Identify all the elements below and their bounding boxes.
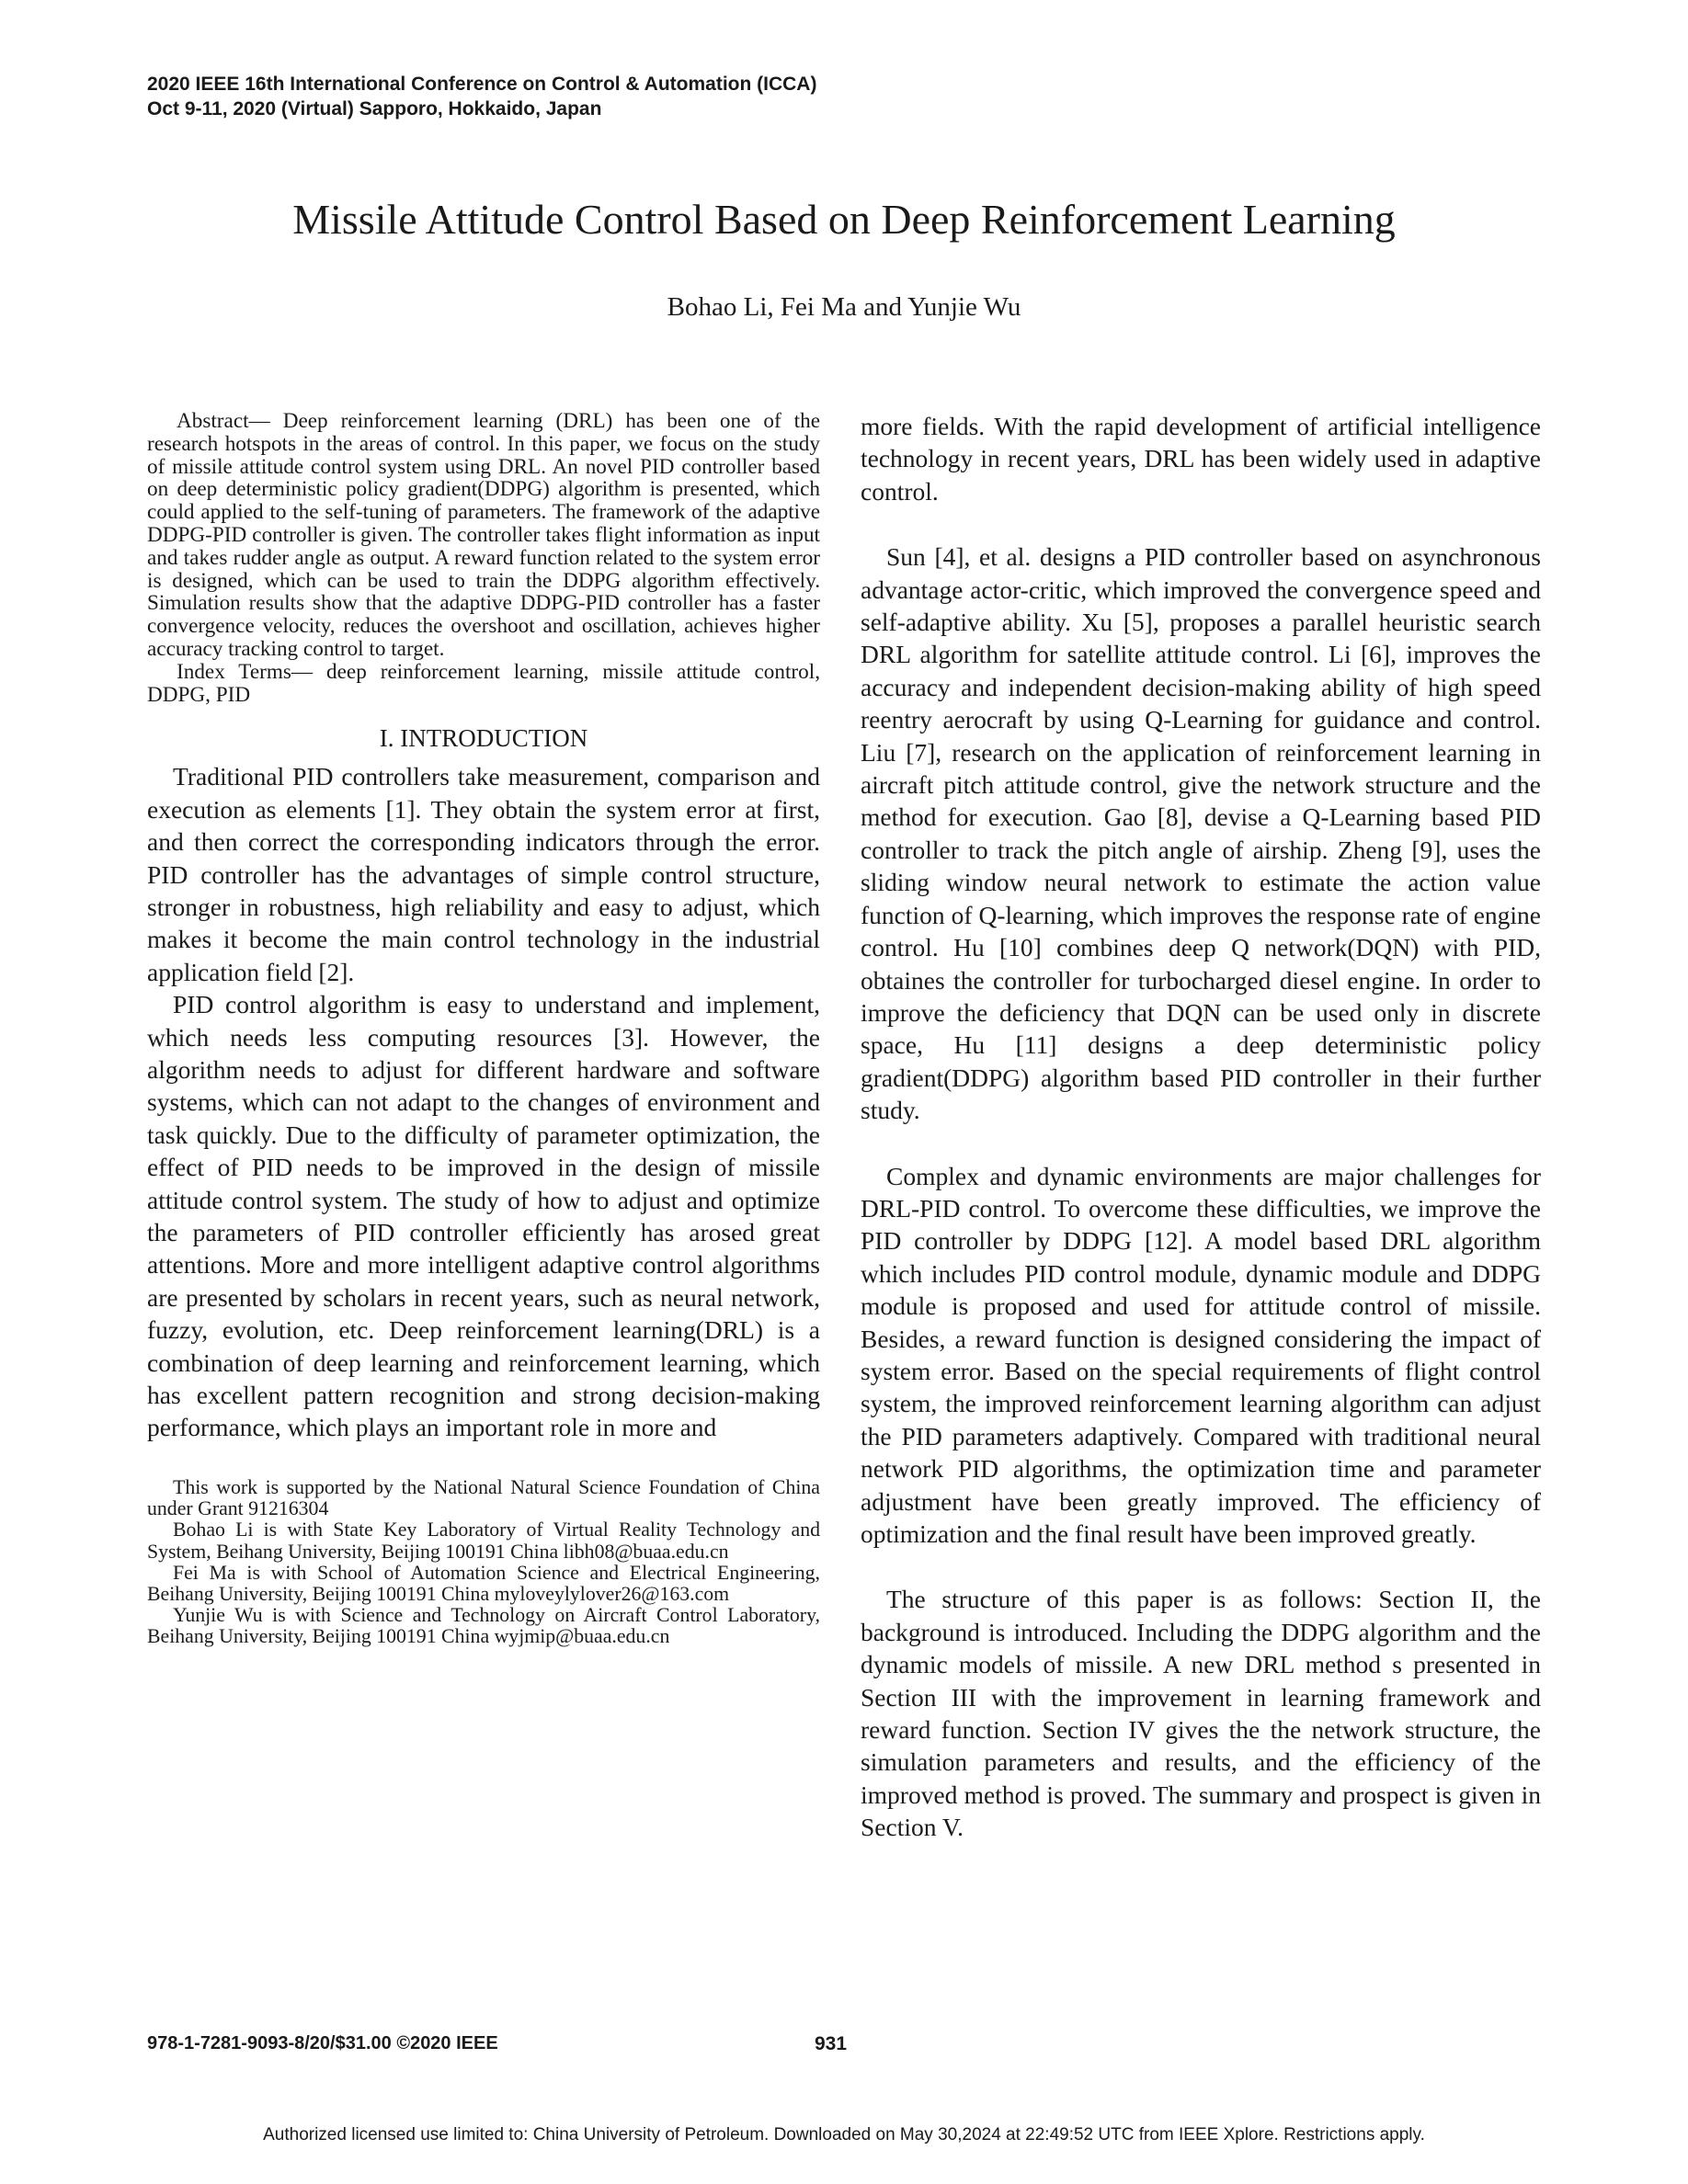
page-number: 931	[815, 2033, 848, 2054]
intro-paragraph-4: Complex and dynamic environments are major challenges for DRL-PID control. To overcome these difficulties, we improve the PID controller by DDPG [12]. A model based DRL algorithm which includes PID control module, dynamic module and DDPG module is proposed and used for attitude control of missile. Besides, a reward function is designed considering the impact of system error. Based on the special requirements of flight control system, the improved reinforcement learning algorithm can adjust the PID parameters adaptively. Compared with traditional neural network PID algorithms, the optimization time and parameter adjustment have been greatly improved. The efficiency of optimization and the final result have been improved greatly.	[861, 1161, 1541, 1548]
paper-title: Missile Attitude Control Based on Deep Reinforcement Learning	[292, 196, 1396, 243]
right-column	[861, 410, 1541, 1844]
index-terms: Index Terms— deep reinforcement learning, missile attitude control, DDPG, PID	[147, 659, 820, 707]
license-notice: Authorized licensed use limited to: China University of Petroleum. Downloaded on May 30,2024 at 22:49:52 UTC from IEEE Xplore. Restrictions apply.	[263, 2125, 1425, 2144]
conference-name: 2020 IEEE 16th International Conference on Control & Automation (ICCA)	[147, 74, 817, 95]
section-heading-introduction: I. INTRODUCTION	[379, 724, 588, 753]
footnote-funding: This work is supported by the National Natural Science Foundation of China under Grant 91216304	[147, 1475, 820, 1520]
intro-paragraph-2-continued: more fields. With the rapid development of artificial intelligence technology in recent years, DRL has been widely used in adaptive control.	[861, 412, 1541, 506]
intro-paragraph-3: Sun [4], et al. designs a PID controller based on asynchronous advantage actor-critic, which improved the convergence speed and self-adaptive ability. Xu [5], proposes a parallel heuristic search DRL algorithm for satellite attitude control. Li [6], improves the accuracy and independent decision-making ability of high speed reentry aerocraft by using Q-Learning for guidance and control. Liu [7], research on the application of reinforcement learning in aircraft pitch attitude control, give the network structure and the method for execution. Gao [8], devise a Q-Learning based PID controller to track the pitch angle of airship. Zheng [9], uses the sliding window neural network to estimate the action value function of Q-learning, which improves the response rate of engine control. Hu [10] combines deep Q network(DQN) with PID, obtaines the controller for turbocharged diesel engine. In order to improve the deficiency that DQN can be used only in discrete space, Hu [11] designs a deep deterministic policy gradient(DDPG) algorithm based PID controller in their further study.	[861, 542, 1541, 1125]
abstract: Abstract— Deep reinforcement learning (DRL) has been one of the research hotspots in the areas of control. In this paper, we focus on the study of missile attitude control system using DRL. An novel PID controller based on deep deterministic policy gradient(DDPG) algorithm is presented, which could applied to the self-tuning of parameters. The framework of the adaptive DDPG-PID controller is given. The controller takes flight information as input and takes rudder angle as output. A reward function related to the system error is designed, which can be used to train the DDPG algorithm effectively. Simulation results show that the adaptive DDPG-PID controller has a faster convergence velocity, reduces the overshoot and oscillation, achieves higher accuracy tracking control to target.	[147, 409, 820, 661]
conference-header	[147, 72, 816, 121]
footnote-author-1: Bohao Li is with State Key Laboratory of Virtual Reality Technology and System, Beihang University, Beijing 100191 China libh08@buaa.edu.cn	[147, 1519, 820, 1563]
paper-authors: Bohao Li, Fei Ma and Yunjie Wu	[667, 292, 1021, 322]
conference-date-location: Oct 9-11, 2020 (Virtual) Sapporo, Hokkaido, Japan	[147, 98, 602, 119]
footnotes	[147, 1477, 820, 1648]
intro-paragraph-1: Traditional PID controllers take measurement, comparison and execution as elements [1]. They obtain the system error at first, and then correct the corresponding indicators through the error. PID controller has the advantages of simple control structure, stronger in robustness, high reliability and easy to adjust, which makes it become the main control technology in the industrial application field [2].	[147, 762, 820, 986]
intro-paragraph-2: PID control algorithm is easy to understand and implement, which needs less computing resources [3]. However, the algorithm needs to adjust for different hardware and software systems, which can not adapt to the changes of environment and task quickly. Due to the difficulty of parameter optimization, the effect of PID needs to be improved in the design of missile attitude control system. The study of how to adjust and optimize the parameters of PID controller efficiently has arosed great attentions. More and more intelligent adaptive control algorithms are presented by scholars in recent years, such as neural network, fuzzy, evolution, etc. Deep reinforcement learning(DRL) is a combination of deep learning and reinforcement learning, which has excellent pattern recognition and strong decision-making performance, which plays an important role in more and	[147, 990, 820, 1442]
intro-paragraph-5: The structure of this paper is as follows: Section II, the background is introduced. Including the DDPG algorithm and the dynamic models of missile. A new DRL method s presented in Section III with the improvement in learning framework and reward function. Section IV gives the the network structure, the simulation parameters and results, and the efficiency of the improved method is proved. The summary and prospect is given in Section V.	[861, 1585, 1541, 1842]
footnote-author-3: Yunjie Wu is with Science and Technology on Aircraft Control Laboratory, Beihang University, Beijing 100191 China wyjmip@buaa.edu.cn	[147, 1604, 820, 1648]
footnote-author-2: Fei Ma is with School of Automation Science and Electrical Engineering, Beihang University, Beijing 100191 China myloveylylover26@163.com	[147, 1561, 820, 1605]
left-column	[147, 410, 820, 1648]
isbn-copyright: 978-1-7281-9093-8/20/$31.00 ©2020 IEEE	[147, 2033, 498, 2053]
